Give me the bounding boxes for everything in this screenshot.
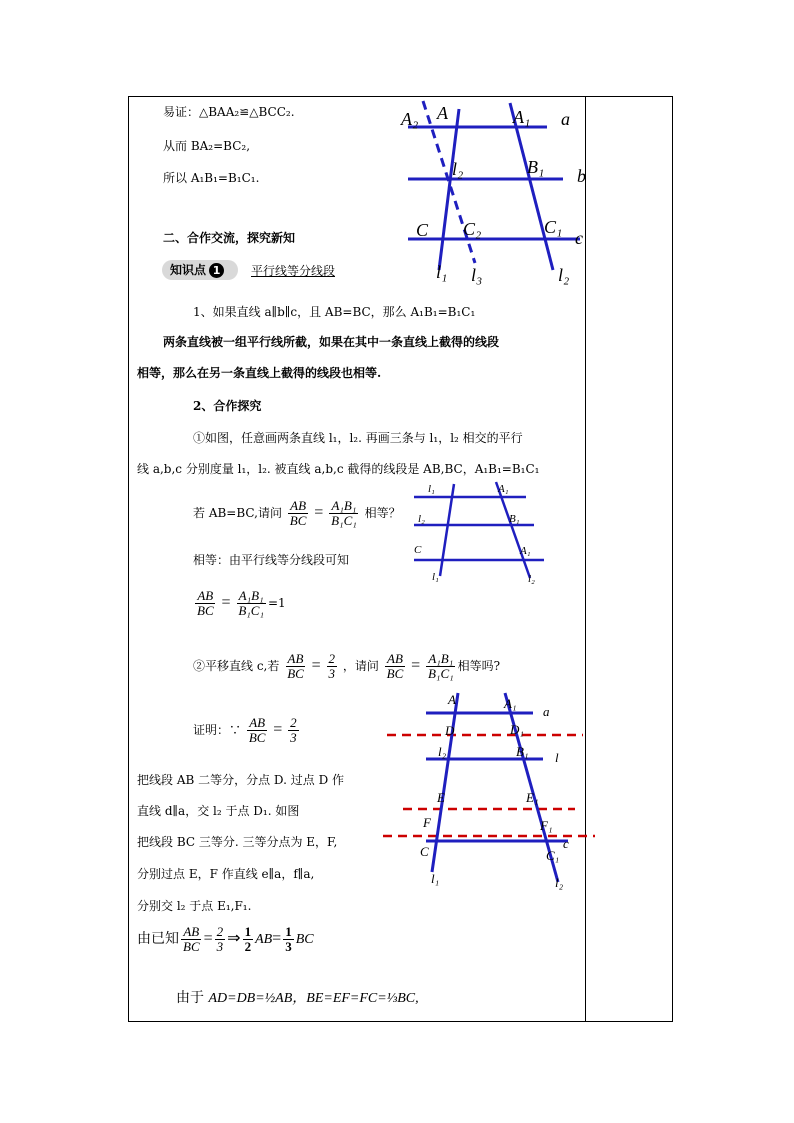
answer-1-result: =1	[267, 596, 286, 610]
proof-2-start: 证明：∵ $\frac{AB}{BC}$ = $\frac{2}{3}$	[193, 715, 297, 745]
proof-line-3: 所以 A₁B₁=B₁C₁.	[163, 171, 260, 185]
proof-line-1: 易证：△BAA₂≌△BCC₂.	[163, 105, 295, 119]
answer-1: 相等：由平行线等分线段可知	[193, 553, 350, 567]
knowledge-point-title: 平行线等分线段	[251, 264, 336, 278]
fig1-label-C2: C₂	[463, 219, 482, 239]
step-1-line-1: 把线段 AB 二等分，分点 D. 过点 D 作	[137, 773, 345, 787]
badge-label: 知识点	[170, 263, 207, 277]
fig1-label-A: A	[437, 103, 448, 123]
svg-text:D₁: D₁	[510, 722, 524, 737]
fig1-label-C: C	[416, 220, 429, 240]
figure-2-parallel-lines	[408, 478, 558, 588]
step-2-line-2: 分别过点 E，F 作直线 e∥a，f∥a,	[137, 867, 315, 881]
svg-text:C: C	[420, 844, 429, 859]
svg-text:l: l	[555, 750, 559, 765]
question-1: 若 AB=BC,请问 $\frac{AB}{BC}$ = $\frac{\text{A₁B₁}}{\text{B₁C₁}}$ 相等？	[193, 498, 401, 528]
svg-text:a: a	[543, 704, 550, 719]
svg-text:l₁: l₁	[428, 483, 435, 495]
svg-text:l₂: l₂	[418, 513, 425, 525]
fig1-label-c: c	[575, 228, 583, 248]
proof-line-2: 从而 BA₂=BC₂,	[163, 139, 251, 153]
step-2-line-1: 把线段 BC 三等分. 三等分点为 E，F,	[137, 835, 338, 849]
fraction-ab-bc: $\frac{AB}{BC}$	[289, 498, 307, 528]
svg-text:C: C	[414, 544, 422, 556]
figure-3-parallel-lines	[383, 690, 603, 890]
q1-prefix: 若 AB=BC,请问	[193, 506, 282, 520]
theorem-line-1: 两条直线被一组平行线所截，如果在其中一条直线上截得的线段	[163, 335, 500, 349]
fig1-label-l1: l₁	[436, 262, 448, 282]
line-l1	[439, 109, 459, 270]
svg-text:F: F	[423, 815, 431, 830]
svg-text:l₂: l₂	[555, 875, 564, 890]
item-1: 1、如果直线 a∥b∥c，且 AB=BC，那么 A₁B₁=B₁C₁	[193, 305, 476, 319]
step-2-line-3: 分别交 l₂ 于点 E₁,F₁.	[137, 899, 252, 913]
fig1-label-l2-mid: l₂	[452, 159, 464, 179]
svg-text:E₁: E₁	[526, 790, 539, 805]
svg-text:l₂: l₂	[438, 744, 447, 759]
answer-1-equation: $\frac{AB}{BC}$ = $\frac{\text{A₁B₁}}{\text{B₁C₁}}$ =1	[197, 588, 286, 618]
svg-text:l₂: l₂	[528, 573, 535, 585]
svg-text:A₁: A₁	[498, 483, 509, 495]
figure-1-parallel-lines	[395, 95, 595, 295]
svg-text:c: c	[563, 836, 569, 851]
fig1-label-b: b	[577, 166, 586, 186]
svg-text:A₁: A₁	[504, 696, 517, 711]
svg-text:A: A	[448, 692, 456, 707]
badge-number-icon: 1	[209, 263, 224, 278]
investigation-1-line-1: ①如图，任意画两条直线 l₁，l₂. 再画三条与 l₁，l₂ 相交的平行	[193, 431, 523, 445]
fig1-label-A1: A₁	[513, 107, 531, 127]
svg-text:E: E	[437, 790, 445, 805]
investigation-1-line-2: 线 a,b,c 分别度量 l₁，l₂. 被直线 a,b,c 截得的线段是 AB,BC，A₁B₁=B₁C₁	[137, 462, 540, 476]
svg-text:A₁: A₁	[520, 545, 531, 557]
fig1-label-B1: B₁	[527, 157, 545, 177]
fraction-a1b1-b1c1: $\frac{\text{A₁B₁}}{\text{B₁C₁}}$	[331, 498, 357, 528]
svg-text:l₁: l₁	[432, 571, 439, 583]
svg-text:l₁: l₁	[431, 871, 440, 886]
step-1-line-2: 直线 d∥a，交 l₂ 于点 D₁. 如图	[137, 804, 300, 818]
svg-text:C₁: C₁	[546, 848, 560, 863]
theorem-line-2: 相等，那么在另一条直线上截得的线段也相等.	[137, 366, 382, 380]
fig1-label-A2: A₂	[401, 109, 419, 129]
section-heading: 二、合作交流，探究新知	[163, 231, 296, 245]
svg-text:B₁: B₁	[509, 513, 520, 525]
q1-suffix: 相等？	[364, 506, 401, 520]
fig1-label-l3: l₃	[471, 265, 483, 285]
question-2: ②平移直线 c,若 $\frac{AB}{BC}$ = $\frac{2}{3}$ ，请问 $\frac{AB}{BC}$ = $\frac{\text{A₁B₁}}{\text{B₁C₁}}$ 相等吗?	[193, 651, 501, 681]
fig1-label-l2-bottom: l₂	[558, 265, 570, 285]
knowledge-badge	[162, 260, 238, 280]
because-line: 由于 AD=DB=½AB，BE=EF=FC=⅓BC,	[176, 990, 419, 1006]
fig1-label-C1: C₁	[544, 217, 563, 237]
svg-text:D: D	[445, 723, 455, 738]
item-2-heading: 2、合作探究	[193, 399, 262, 413]
svg-text:B₁: B₁	[516, 744, 529, 759]
known-equation: 由已知 $\frac{AB}{BC}$ = $\frac{2}{3}$ ⇒ $\frac{1}{2}$ AB= $\frac{1}{3}$ BC	[137, 923, 314, 954]
svg-text:F₁: F₁	[540, 818, 553, 833]
fig1-label-a: a	[561, 109, 570, 129]
